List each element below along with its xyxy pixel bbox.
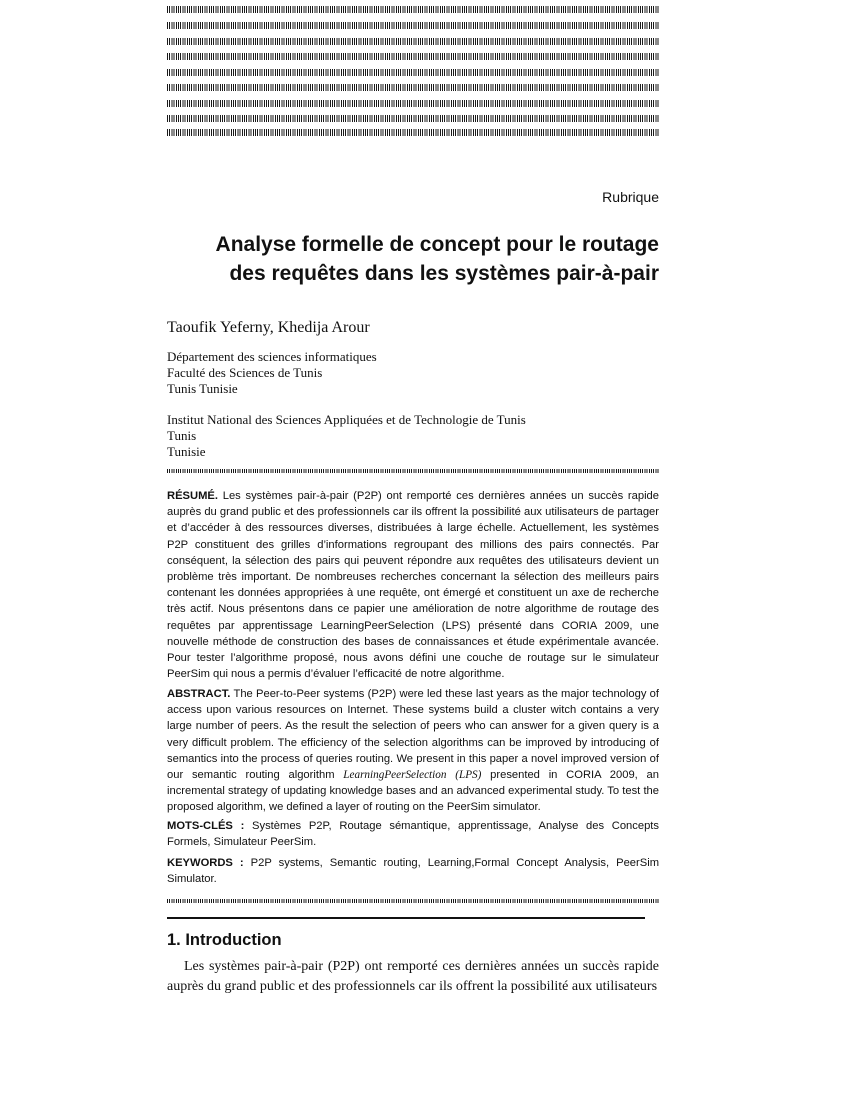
resume-label: RÉSUMÉ. (167, 490, 218, 502)
section-divider (167, 469, 659, 473)
resume-paragraph (167, 488, 659, 682)
affiliation-line: Tunis Tunisie (167, 381, 238, 396)
decorative-hatch-bar (167, 129, 659, 136)
introduction-paragraph: Les systèmes pair-à-pair (P2P) ont remporté ces dernières années un succès rapide auprès du grand public et des professionnels car ils offrent la possibilité aux utilisateurs (167, 959, 659, 994)
abstract-text-end: presented in CORIA 2009, an incremental strategy of updating knowledge bases and an advanced experimental study. To test the proposed algorithm, we defined a layer of routing on the PeerSim simulator. (167, 769, 660, 814)
rubrique-label: Rubrique (602, 189, 659, 205)
abstract-text: The Peer-to-Peer systems (P2P) were led these last years as the major technology of access upon various resources on Internet. These systems build a cluster witch contains a very large number of peers. As the result the selection of peers who can answer for a given query is a very difficult problem. The efficiency of the selection algorithms can be improved by introducing of semantics into the process of queries routing. We present in this paper a novel improved version of our semantic routing algorithm (167, 688, 660, 782)
algorithm-abbreviation: (LPS) (455, 769, 482, 782)
decorative-hatch-bar (167, 100, 659, 107)
title-line: des requêtes dans les systèmes pair-à-pair (229, 262, 659, 285)
resume-text: Les systèmes pair-à-pair (P2P) ont remporté ces dernières années un succès rapide auprès du grand public et des professionnels car ils offrent la possibilité aux utilisateurs de partager et d’accéder à des ressources diverses, distribuées à large échelle. Actuellement, les systèmes P2P constituent des grilles d’informations regroupant des millions des pairs connectés. Par conséquent, la sélection des pairs qui peuvent répondre aux requêtes des utilisateurs devient un problème très important. De nombreuses recherches concernant la sélection des meilleurs pairs contenant les données appropriées à une requête, ont émergé et constituent un axe de recherche très actif. Nous présentons dans ce papier une amélioration de notre algorithme de routage des requêtes par apprentissage LearningPeerSelection (LPS) présenté dans CORIA 2009, une nouvelle méthode de construction des bases de connaissances et étude expérimentale avancée. Pour tester l’algorithme proposé, nous avons défini une couche de routage sur le simulateur PeerSim qui nous a permis d’évaluer l’efficacité de notre algorithme. (167, 490, 659, 681)
horizontal-rule (167, 917, 645, 919)
authors: Taoufik Yeferny, Khedija Arour (167, 319, 370, 336)
affiliation-line: Département des sciences informatiques (167, 349, 377, 364)
keywords-paragraph (167, 855, 659, 887)
mots-cles-label: MOTS-CLÉS : (167, 820, 245, 832)
title-line: Analyse formelle de concept pour le routage (215, 233, 659, 256)
page-title (167, 230, 659, 288)
decorative-hatch-bar (167, 69, 659, 76)
affiliation-line: Tunis (167, 428, 197, 443)
section-divider (167, 899, 659, 903)
decorative-hatch-bar (167, 115, 659, 122)
affiliation-1 (167, 349, 659, 397)
decorative-hatch-bar (167, 84, 659, 91)
decorative-hatch-bar (167, 22, 659, 29)
abstract-label: ABSTRACT. (167, 688, 231, 700)
keywords-label: KEYWORDS : (167, 857, 244, 869)
keywords-text: P2P systems, Semantic routing, Learning,Formal Concept Analysis, PeerSim Simulator. (167, 857, 660, 886)
mots-cles-paragraph (167, 818, 659, 850)
decorative-hatch-bar (167, 53, 659, 60)
affiliation-line: Faculté des Sciences de Tunis (167, 365, 323, 380)
affiliation-line: Institut National des Sciences Appliquées et de Technologie de Tunis (167, 412, 526, 427)
affiliation-2 (167, 412, 659, 460)
affiliation-line: Tunisie (167, 444, 206, 459)
section-heading: 1. Introduction (167, 931, 282, 949)
abstract-paragraph (167, 686, 659, 816)
decorative-hatch-bar (167, 38, 659, 45)
mots-cles-text: Systèmes P2P, Routage sémantique, apprentissage, Analyse des Concepts Formels, Simulateur PeerSim. (167, 820, 660, 849)
decorative-hatch-bar (167, 6, 659, 13)
algorithm-name: LearningPeerSelection (343, 769, 447, 782)
